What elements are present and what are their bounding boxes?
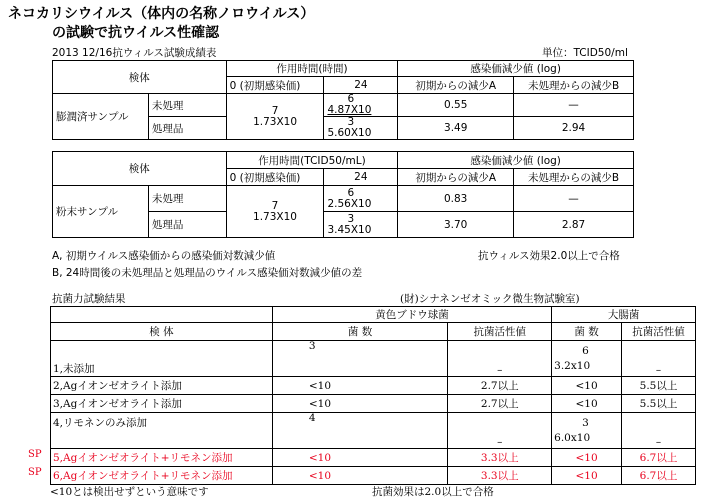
ab-row1-e-exp: 6	[582, 344, 589, 357]
t2-initial-val: 1.73X10	[253, 210, 297, 223]
t1-header-redA: 初期からの減少A	[398, 77, 514, 94]
t1-sample: 膨潤済サンプル	[53, 94, 149, 140]
ab-header-blank	[51, 307, 273, 323]
t2-header-redA: 初期からの減少A	[398, 169, 514, 186]
ab-row6-s-act: 3.3以上	[448, 467, 552, 485]
antibacterial-lab: (財)シナネンゼオミック微生物試験室)	[400, 293, 580, 305]
ab-row4-s-act: –	[448, 413, 552, 449]
ab-row-5	[51, 449, 696, 467]
antiviral-table-2	[52, 151, 634, 238]
ab-row1-e-act: –	[622, 341, 696, 377]
t1-header-t24: 24	[324, 77, 398, 94]
ab-row6-e-count: <10	[552, 467, 622, 485]
t2-header-reduction: 感染価減少値 (log)	[398, 152, 634, 169]
t2-row1-exp: 6	[347, 186, 355, 199]
t2-header-time: 作用時間(TCID50/mL)	[226, 152, 398, 169]
ab-row5-s-count: <10	[272, 449, 448, 467]
ab-header-staph-activity: 抗菌活性値	[448, 323, 552, 341]
ab-header-staph-count: 菌 数	[272, 323, 448, 341]
ab-row-1	[51, 341, 696, 377]
ab-row2-e-count: <10	[552, 377, 622, 395]
t2-row2-val: 3.45X10	[327, 223, 372, 236]
note-a: A, 初期ウイルス感染価からの感染価対数減少値	[52, 250, 276, 262]
t1-row2-a: 3.49	[398, 117, 514, 140]
t1-row2-24	[324, 117, 398, 140]
ab-row5-e-act: 6.7以上	[622, 449, 696, 467]
ab-row1-s-act: –	[448, 341, 552, 377]
t2-sample: 粉末サンプル	[53, 186, 149, 238]
t1-row2-b: 2.94	[514, 117, 634, 140]
ab-row5-e-count: <10	[552, 449, 622, 467]
antibacterial-table	[50, 306, 696, 485]
t2-header-t0: 0 (初期感染価)	[226, 169, 324, 186]
ab-header-ecoli: 大腸菌	[552, 307, 696, 323]
t2-header-redB: 未処理からの減少B	[514, 169, 634, 186]
ab-row4-e-exp: 3	[582, 416, 589, 429]
t1-row2-label: 処理品	[148, 117, 226, 140]
t1-row1-label: 未処理	[148, 94, 226, 117]
ab-row1-s-count	[272, 341, 448, 377]
ab-row-2	[51, 377, 696, 395]
ab-row2-s-count: <10	[272, 377, 448, 395]
subtitle: 2013 12/16抗ウィルス試験成績表	[52, 47, 217, 59]
ab-row2-label: 2,Agイオンゼオライト添加	[51, 377, 273, 395]
sp-marker-row5: SP	[28, 449, 42, 460]
t1-row1-a: 0.55	[398, 94, 514, 117]
ab-row3-e-act: 5.5以上	[622, 395, 696, 413]
footer-pass: 抗菌効果は2.0以上で合格	[372, 486, 494, 498]
ab-row5-s-act: 3.3以上	[448, 449, 552, 467]
antiviral-table-1	[52, 60, 634, 140]
t1-header-reduction: 感染価減少値 (log)	[398, 61, 634, 77]
ab-header-sample: 検 体	[51, 323, 273, 341]
t2-row2-label: 処理品	[148, 212, 226, 238]
t1-row1-b: —	[514, 94, 634, 117]
t2-row2-b: 2.87	[514, 212, 634, 238]
ab-row1-s-exp: 3	[308, 340, 316, 352]
ab-row6-s-count: <10	[272, 467, 448, 485]
t2-row1-24	[324, 186, 398, 212]
ab-row2-s-act: 2.7以上	[448, 377, 552, 395]
note-a-pass: 抗ウィルス効果2.0以上で合格	[478, 250, 620, 262]
t2-row2-exp: 3	[347, 212, 355, 225]
t2-row1-b: —	[514, 186, 634, 212]
t1-row1-exp: 6	[347, 93, 355, 105]
ab-row3-s-act: 2.7以上	[448, 395, 552, 413]
ab-row5-label: 5,Agイオンゼオライト+リモネン添加	[51, 449, 273, 467]
ab-row-4	[51, 413, 696, 449]
ab-row3-s-count: <10	[272, 395, 448, 413]
t1-initial-cell	[226, 94, 324, 140]
t2-header-t24: 24	[324, 169, 398, 186]
ab-row3-e-count: <10	[552, 395, 622, 413]
ab-row4-s-exp: 4	[308, 412, 316, 424]
ab-row6-e-act: 6.7以上	[622, 467, 696, 485]
ab-row1-e-count	[552, 341, 622, 377]
t1-row1-val: 4.87X10	[327, 104, 372, 116]
t2-row1-label: 未処理	[148, 186, 226, 212]
ab-row4-label: 4,リモネンのみ添加	[51, 413, 273, 449]
t1-initial-exp: 7	[271, 104, 279, 117]
ab-row4-s-count	[272, 413, 448, 449]
t1-header-t0: 0 (初期感染価)	[226, 77, 324, 94]
t2-row2-a: 3.70	[398, 212, 514, 238]
ab-row4-e-count	[552, 413, 622, 449]
note-b: B, 24時間後の未処理品と処理品のウイルス感染価対数減少値の差	[52, 267, 363, 279]
t2-initial-cell	[226, 186, 324, 238]
unit-label: 単位：TCID50/ml	[542, 47, 628, 59]
ab-header-staph: 黄色ブドウ球菌	[272, 307, 551, 323]
t2-row2-24	[324, 212, 398, 238]
ab-header-ecoli-count: 菌 数	[552, 323, 622, 341]
title-line1: ネコカリシウイルス（体内の名称ノロウイルス）	[8, 6, 315, 22]
t1-header-sample: 検体	[53, 61, 227, 94]
ab-row1-label: 1,未添加	[51, 341, 273, 377]
footer-note: <10とは検出せずという意味です	[50, 486, 209, 498]
t1-header-time: 作用時間(時間)	[226, 61, 398, 77]
t2-row1-val: 2.56X10	[327, 197, 372, 210]
ab-row4-e-act: –	[622, 413, 696, 449]
ab-row1-e-val: 3.2x10	[554, 359, 591, 372]
t1-row1-24	[324, 94, 398, 117]
t1-header-redB: 未処理からの減少B	[514, 77, 634, 94]
t1-initial-val: 1.73X10	[253, 115, 297, 128]
ab-row2-e-act: 5.5以上	[622, 377, 696, 395]
ab-row-3	[51, 395, 696, 413]
t1-row2-exp: 3	[347, 116, 355, 128]
t2-header-sample: 検体	[53, 152, 227, 186]
sp-marker-row6: SP	[28, 467, 42, 478]
t2-row1-a: 0.83	[398, 186, 514, 212]
ab-row3-label: 3,Agイオンゼオライト添加	[51, 395, 273, 413]
antibacterial-title: 抗菌力試験結果	[52, 293, 126, 305]
title-line2: の試験で抗ウイルス性確認	[52, 25, 220, 41]
ab-row6-label: 6,Agイオンゼオライト+リモネン添加	[51, 467, 273, 485]
t2-initial-exp: 7	[271, 199, 279, 212]
ab-row-6	[51, 467, 696, 485]
ab-row4-e-val: 6.0x10	[554, 431, 591, 444]
t1-row2-val: 5.60X10	[327, 127, 372, 139]
ab-header-ecoli-activity: 抗菌活性値	[622, 323, 696, 341]
